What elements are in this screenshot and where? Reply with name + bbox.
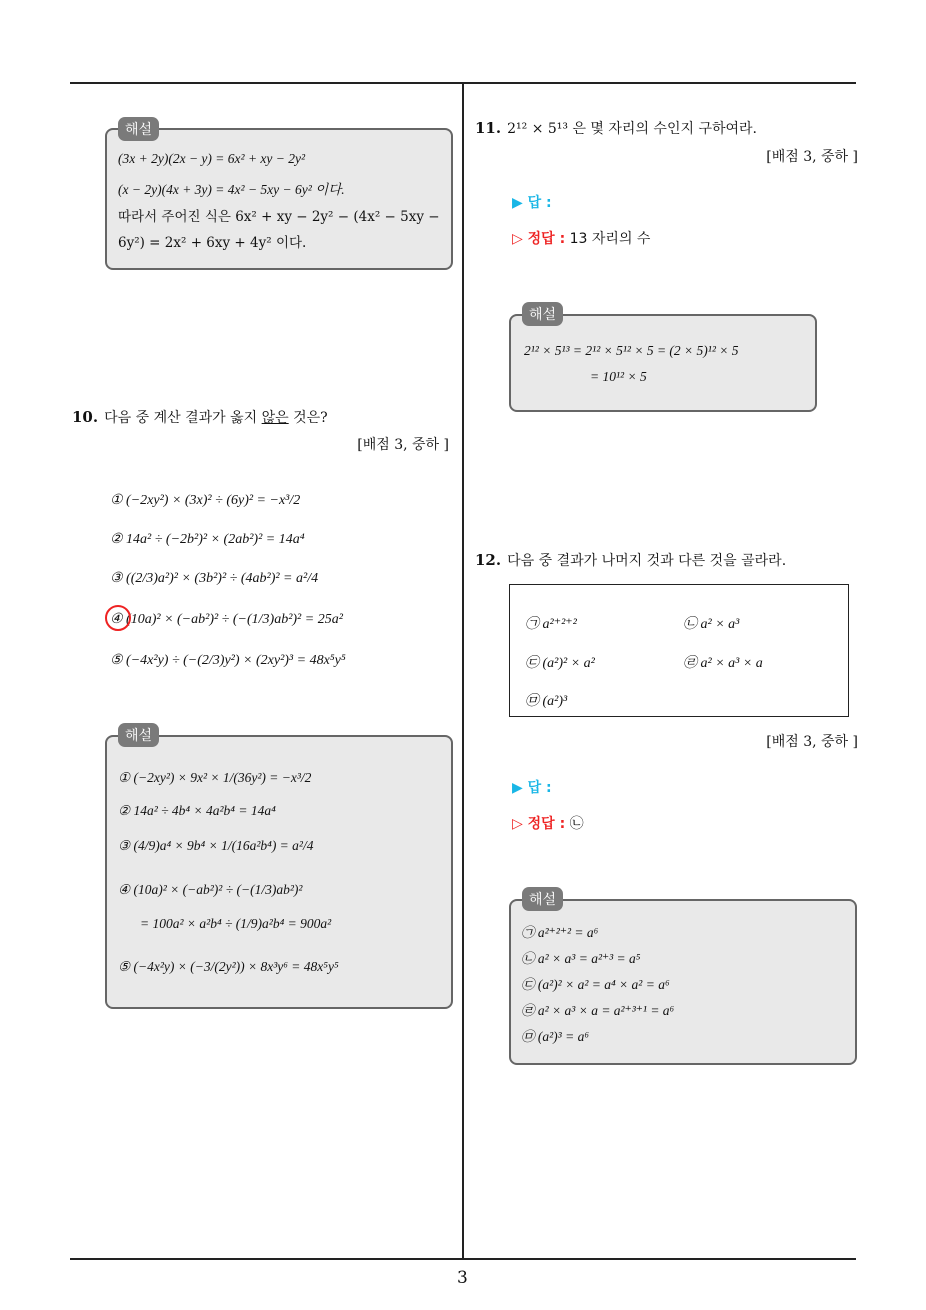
q11-solution-line-2: = 10¹² × 5 bbox=[590, 369, 647, 384]
q12-solution-line-3: ㉢ (a²)² × a² = a⁴ × a² = a⁶ bbox=[521, 977, 670, 992]
q11-number: 11. bbox=[475, 119, 502, 137]
q9-solution-line-4: 6y²) = 2x² + 6xy + 4y² 이다. bbox=[118, 235, 307, 251]
q12-solution-line-2: ㉡ a² × a³ = a²⁺³ = a⁵ bbox=[521, 951, 641, 966]
q10-solution-line-3: ③ (4/9)a⁴ × 9b⁴ × 1/(16a²b⁴) = a²/4 bbox=[118, 838, 314, 853]
q10-solution-line-6: ⑤ (−4x²y) × (−3/(2y²)) × 8x³y⁶ = 48x⁵y⁵ bbox=[118, 959, 339, 974]
q12-question bbox=[475, 550, 786, 570]
q12-solution-line-1: ㉠ a²⁺²⁺² = a⁶ bbox=[521, 925, 599, 940]
q11-meta: [배점 3, 중하 ] bbox=[766, 149, 858, 165]
q10-question bbox=[72, 407, 328, 427]
q9-solution-tag: 해설 bbox=[118, 117, 159, 141]
q11-question bbox=[475, 118, 757, 138]
q10-solution-tag: 해설 bbox=[118, 723, 159, 747]
q12-option-2[interactable]: ㉡ a² × a³ bbox=[683, 617, 740, 632]
q10-answer-mark-circle bbox=[105, 605, 131, 631]
q12-answer-label: ▶ 답 : bbox=[512, 780, 552, 796]
q11-solution-box bbox=[509, 314, 817, 412]
q12-text: 다음 중 결과가 나머지 것과 다른 것을 골라라. bbox=[507, 553, 787, 569]
q10-text-after: 것은? bbox=[288, 410, 328, 426]
q11-text: 2¹² × 5¹³ 은 몇 자리의 수인지 구하여라. bbox=[507, 121, 757, 137]
q10-solution-line-2: ② 14a² ÷ 4b⁴ × 4a²b⁴ = 14a⁴ bbox=[118, 803, 276, 818]
q10-choice-1[interactable]: ① (−2xy²) × (3x)² ÷ (6y)² = −x³/2 bbox=[110, 493, 301, 508]
q12-correct-row bbox=[512, 813, 584, 833]
q11-correct-value: 13 자리의 수 bbox=[569, 231, 651, 247]
q10-solution-line-5: = 100a² × a²b⁴ ÷ (1/9)a²b⁴ = 900a² bbox=[140, 916, 332, 931]
q10-number: 10. bbox=[72, 408, 99, 426]
bottom-rule bbox=[70, 1258, 856, 1260]
q10-choice-2[interactable]: ② 14a² ÷ (−2b²)² × (2ab²)² = 14a⁴ bbox=[110, 532, 305, 547]
column-divider bbox=[462, 83, 464, 1259]
q10-choice-3[interactable]: ③ ((2/3)a²)² × (3b²)² ÷ (4ab²)² = a²/4 bbox=[110, 571, 319, 586]
q10-solution-line-1: ① (−2xy²) × 9x² × 1/(36y²) = −x³/2 bbox=[118, 770, 312, 785]
q10-choice-5[interactable]: ⑤ (−4x²y) ÷ (−(2/3)y²) × (2xy²)³ = 48x⁵y⁵ bbox=[110, 653, 346, 668]
q9-solution-line-2: (x − 2y)(4x + 3y) = 4x² − 5xy − 6y² 이다. bbox=[118, 182, 345, 197]
q11-correct-label: ▷ 정답 : bbox=[512, 231, 566, 247]
page-number: 3 bbox=[457, 1268, 468, 1288]
q12-solution-line-5: ㉤ (a²)³ = a⁶ bbox=[521, 1029, 590, 1044]
q10-text-underlined: 않은 bbox=[261, 410, 289, 426]
q12-meta: [배점 3, 중하 ] bbox=[766, 734, 858, 750]
q12-correct-label: ▷ 정답 : bbox=[512, 816, 566, 832]
q11-answer-label: ▶ 답 : bbox=[512, 195, 552, 211]
q10-solution-line-4: ④ (10a)² × (−ab²)² ÷ (−(1/3)ab²)² bbox=[118, 882, 303, 897]
q11-correct-row bbox=[512, 228, 650, 248]
q12-solution-line-4: ㉣ a² × a³ × a = a²⁺³⁺¹ = a⁶ bbox=[521, 1003, 675, 1018]
q12-number: 12. bbox=[475, 551, 502, 569]
q10-text-before: 다음 중 계산 결과가 옳지 bbox=[104, 410, 262, 426]
q9-solution-line-1: (3x + 2y)(2x − y) = 6x² + xy − 2y² bbox=[118, 151, 306, 166]
q10-choice-4[interactable]: ④ (10a)² × (−ab²)² ÷ (−(1/3)ab²)² = 25a² bbox=[110, 612, 343, 627]
q12-option-3[interactable]: ㉢ (a²)² × a² bbox=[525, 656, 595, 671]
q12-option-1[interactable]: ㉠ a²⁺²⁺² bbox=[525, 617, 577, 632]
q12-option-4[interactable]: ㉣ a² × a³ × a bbox=[683, 656, 763, 671]
q11-solution-tag: 해설 bbox=[522, 302, 563, 326]
q10-meta: [배점 3, 중하 ] bbox=[357, 437, 449, 453]
q12-option-5[interactable]: ㉤ (a²)³ bbox=[525, 694, 568, 709]
q11-solution-line-1: 2¹² × 5¹³ = 2¹² × 5¹² × 5 = (2 × 5)¹² × 5 bbox=[524, 343, 739, 358]
q9-solution-line-3: 따라서 주어진 식은 6x² + xy − 2y² − (4x² − 5xy − bbox=[118, 209, 440, 225]
q12-solution-tag: 해설 bbox=[522, 887, 563, 911]
q12-correct-value: ㉡ bbox=[569, 816, 584, 832]
